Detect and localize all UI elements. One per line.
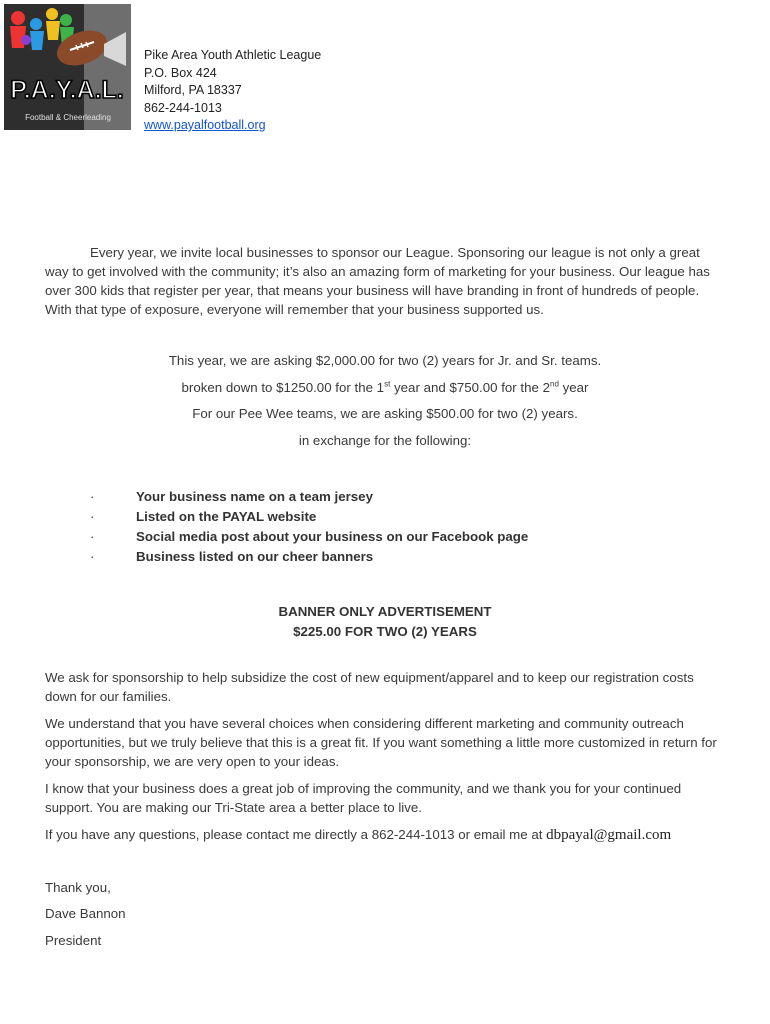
body-paragraph-1: We ask for sponsorship to help subsidize the cost of new equipment/apparel and to keep our registration costs down for our families. (45, 670, 694, 704)
body-paragraph-2: We understand that you have several choices when considering different marketing and community outreach opportunities, but we truly believe that this is a great fit. If you want something a little more customized in return for your sponsorship, we are very open to your ideas. (45, 716, 717, 769)
banner-price: $225.00 FOR TWO (2) YEARS (293, 624, 477, 639)
org-website-link[interactable]: www.payalfootball.org (144, 118, 266, 132)
ask-line-1: This year, we are asking $2,000.00 for two (2) years for Jr. and Sr. teams. (168, 353, 602, 368)
payal-logo (4, 4, 131, 130)
closing-thanks: Thank you, (45, 880, 111, 895)
contact-email: dbpayal@gmail.com (546, 827, 672, 843)
ask-line-3: For our Pee Wee teams, we are asking $500.00 for two (2) years. (192, 406, 578, 421)
contact-paragraph: If you have any questions, please contact me directly a 862-244-1013 or email me at dbpayal@gmail.com (45, 827, 672, 843)
signer-name: Dave Bannon (45, 906, 126, 921)
list-item: · Your business name on a team jersey (90, 489, 373, 504)
list-item: · Business listed on our cheer banners (90, 549, 374, 564)
org-address (144, 47, 321, 135)
org-city: Milford, PA 18337 (144, 83, 242, 97)
body-paragraph-3: I know that your business does a great job of improving the community, and we thank you for your continued support. You are making our Tri-State area a better place to live. (45, 781, 682, 815)
list-item: · Listed on the PAYAL website (90, 509, 317, 524)
org-name: Pike Area Youth Athletic League (144, 48, 322, 62)
benefits-list (90, 487, 528, 567)
signer-title: President (45, 933, 102, 948)
intro-paragraph: Every year, we invite local businesses to sponsor our League. Sponsoring our league is not only a great way to get involved with the community; it’s also an amazing form of marketing for your business. Our league has over 300 kids that register per year, that means your business will have branding in front of hundreds of people. With that type of exposure, everyone will remember that your business supported us. (45, 245, 710, 317)
logo-tagline: Football & Cheerleading (25, 113, 111, 122)
org-phone: 862-244-1013 (144, 100, 222, 115)
org-po-box: P.O. Box 424 (144, 65, 217, 80)
banner-title: BANNER ONLY ADVERTISEMENT (278, 604, 492, 619)
list-item: · Social media post about your business on our Facebook page (90, 529, 529, 544)
logo-wordmark: P.A.Y.A.L. (10, 76, 124, 104)
ask-line-2: broken down to $1250.00 for the 1st year and $750.00 for the 2nd year (181, 379, 589, 395)
ask-line-4: in exchange for the following: (298, 433, 472, 448)
